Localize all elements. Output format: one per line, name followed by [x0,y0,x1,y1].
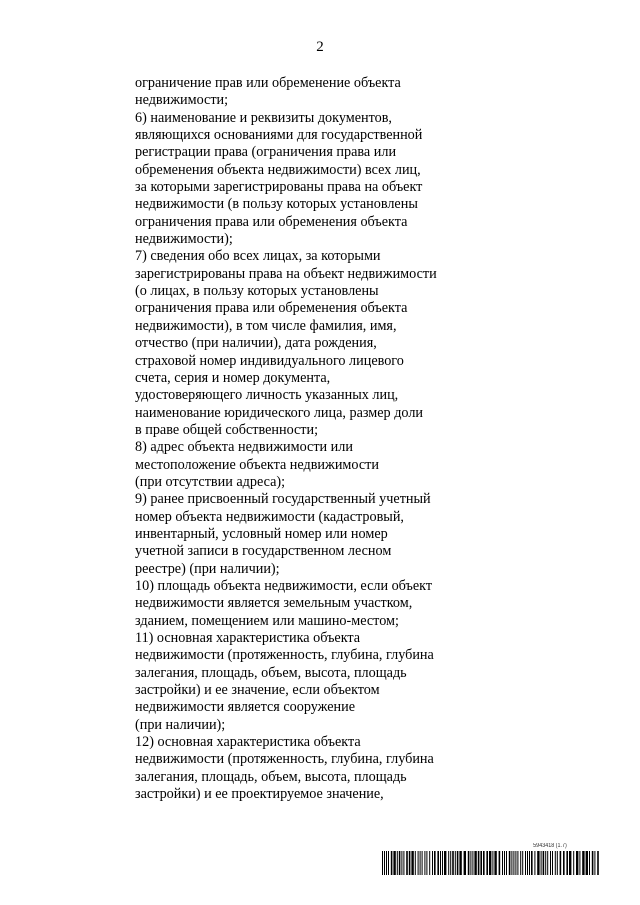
text-line: отчество (при наличии), дата рождения, [135,335,377,352]
text-line: 12) основная характеристика объекта [135,734,361,751]
text-line: обременения объекта недвижимости) всех лиц, [135,161,421,178]
document-body [135,75,475,803]
text-line: 8) адрес объекта недвижимости или [135,439,353,456]
text-line: за которыми зарегистрированы права на объект [135,179,423,196]
text-line: недвижимости; [135,92,229,109]
text-line: залегания, площадь, объем, высота, площадь [135,768,407,785]
document-code: 5943418 (1.7) [533,843,567,849]
text-line: 9) ранее присвоенный государственный учетный [135,491,431,508]
text-line: недвижимости); [135,231,233,248]
text-line: 6) наименование и реквизиты документов, [135,109,392,126]
text-line: ограничение прав или обременение объекта [135,75,401,91]
text-line: инвентарный, условный номер или номер [135,525,388,542]
text-line: зданием, помещением или машино-местом; [135,612,399,629]
page-number: 2 [316,39,324,55]
text-line: местоположение объекта недвижимости [135,456,379,473]
text-line: реестре) (при наличии); [135,560,280,577]
text-line: удостоверяющего личность указанных лиц, [135,387,399,404]
text-line: в праве общей собственности; [135,421,319,438]
text-line: недвижимости (в пользу которых установлены [135,196,418,213]
text-line: (о лицах, в пользу которых установлены [135,283,379,300]
text-line: наименование юридического лица, размер доли [135,404,423,421]
text-line: (при отсутствии адреса); [135,473,286,490]
text-line: ограничения права или обременения объекта [135,213,408,230]
text-line: 10) площадь объекта недвижимости, если объект [135,577,433,594]
text-line: ограничения права или обременения объекта [135,300,408,317]
text-line: счета, серия и номер документа, [135,369,331,386]
text-line: страховой номер индивидуального лицевого [135,352,404,369]
text-line: регистрации права (ограничения права или [135,144,397,161]
text-line: номер объекта недвижимости (кадастровый, [135,508,404,525]
text-line: 7) сведения обо всех лицах, за которыми [135,248,381,265]
text-line: (при наличии); [135,716,226,733]
text-line: застройки) и ее проектируемое значение, [135,786,384,803]
text-line: недвижимости (протяженность, глубина, глубина [135,647,434,664]
text-line: зарегистрированы права на объект недвижимости [135,265,437,282]
text-line: являющихся основаниями для государственной [135,127,423,144]
text-line: учетной записи в государственном лесном [135,543,392,560]
text-line: недвижимости является земельным участком, [135,595,413,612]
text-line: залегания, площадь, объем, высота, площадь [135,664,407,681]
text-line: недвижимости), в том числе фамилия, имя, [135,317,397,334]
text-line: недвижимости является сооружение [135,699,356,716]
text-line: застройки) и ее значение, если объектом [135,682,380,699]
barcode-icon [382,851,602,875]
text-line: недвижимости (протяженность, глубина, глубина [135,751,434,768]
text-line: 11) основная характеристика объекта [135,630,361,646]
